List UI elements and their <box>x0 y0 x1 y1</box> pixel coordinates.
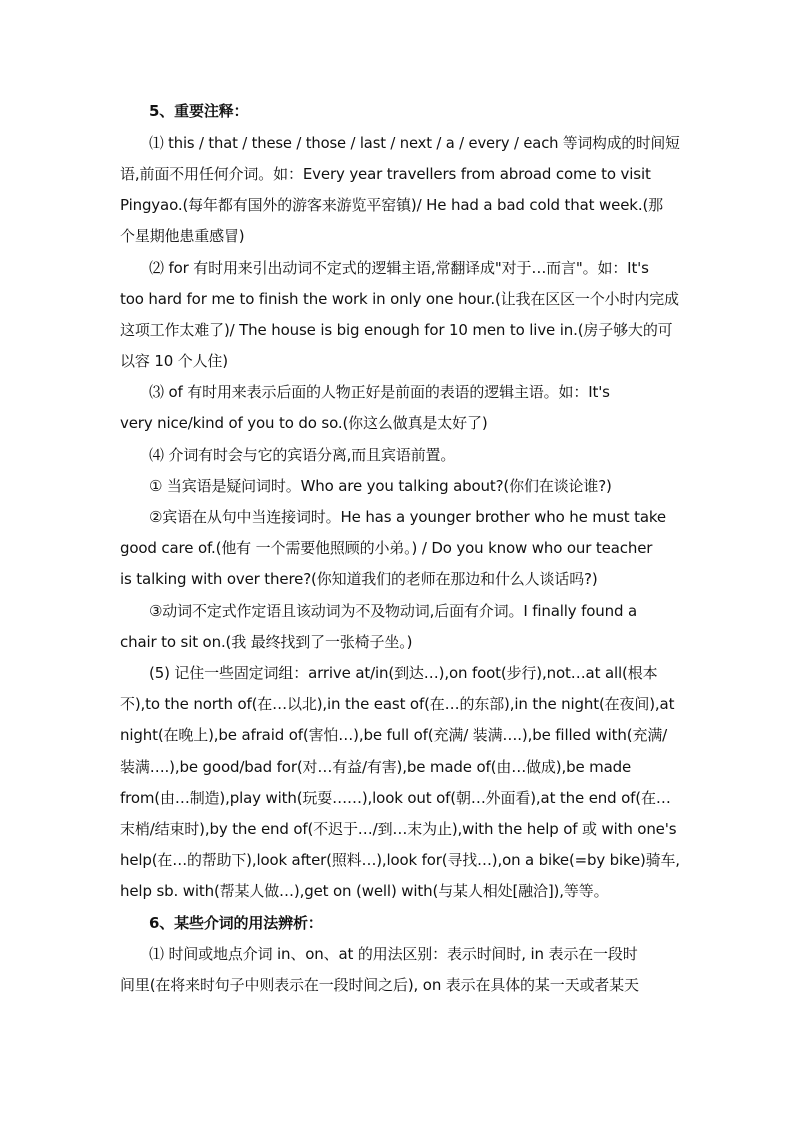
note-5-line-4: 装满….),be good/bad for(对…有益/有害),be made of(由…做成),be made <box>120 758 632 776</box>
note-5-line-8: help sb. with(帮某人做…),get on (well) with(与某人相处[融洽]),等等。 <box>120 882 609 900</box>
note-4-item-2-line-2: good care of.(他有 一个需要他照顾的小弟。) / Do you know who our teacher <box>120 539 653 557</box>
note-4-item-2-line-3: is talking with over there?(你知道我们的老师在那边和什么人谈话吗?) <box>120 570 598 588</box>
section-heading-5: 5、重要注释： <box>149 102 249 120</box>
note-2-line-2: too hard for me to finish the work in only one hour.(让我在区区一个小时内完成 <box>120 290 679 308</box>
note-5-line-5: from(由…制造),play with(玩耍……),look out of(朝…外面看),at the end of(在… <box>120 789 671 807</box>
note-1-line-4: 个星期他患重感冒) <box>120 227 245 245</box>
note-1-line-3: Pingyao.(每年都有国外的游客来游览平窑镇)/ He had a bad cold that week.(那 <box>120 196 664 214</box>
note-3-line-2: very nice/kind of you to do so.(你这么做真是太好了) <box>120 414 488 432</box>
note-1-line-1: ⑴ this / that / these / those / last / next / a / every / each 等词构成的时间短 <box>149 134 680 152</box>
note-2-line-1: ⑵ for 有时用来引出动词不定式的逻辑主语,常翻译成"对于…而言"。如：It's <box>149 259 649 277</box>
note-2-line-3: 这项工作太难了)/ The house is big enough for 10 men to live in.(房子够大的可 <box>120 321 673 339</box>
note-4-item-3-line-1: ③动词不定式作定语且该动词为不及物动词,后面有介词。I finally found a <box>149 602 638 620</box>
note-4-item-1-line-1: ① 当宾语是疑问词时。Who are you talking about?(你们在谈论谁?) <box>149 477 612 495</box>
note-1-line-2: 语,前面不用任何介词。如：Every year travellers from abroad come to visit <box>120 165 651 183</box>
note-5-line-1: (5) 记住一些固定词组：arrive at/in(到达…),on foot(步行),not…at all(根本 <box>149 664 658 682</box>
point-1-line-2: 间里(在将来时句子中则表示在一段时间之后), on 表示在具体的某一天或者某天 <box>120 976 639 994</box>
note-5-line-2: 不),to the north of(在…以北),in the east of(在…的东部),in the night(在夜间),at <box>120 695 675 713</box>
note-3-line-1: ⑶ of 有时用来表示后面的人物正好是前面的表语的逻辑主语。如：It's <box>149 383 610 401</box>
note-5-line-3: night(在晚上),be afraid of(害怕…),be full of(充满/ 装满….),be filled with(充满/ <box>120 726 668 744</box>
point-1-line-1: ⑴ 时间或地点介词 in、on、at 的用法区别：表示时间时, in 表示在一段时 <box>149 945 638 963</box>
note-5-line-6: 末梢/结束时),by the end of(不迟于…/到…末为止),with the help of 或 with one's <box>120 820 677 838</box>
note-2-line-4: 以容 10 个人住) <box>120 352 228 370</box>
note-4-item-3-line-2: chair to sit on.(我 最终找到了一张椅子坐。) <box>120 633 413 651</box>
note-4-line-1: ⑷ 介词有时会与它的宾语分离,而且宾语前置。 <box>149 446 456 464</box>
section-heading-6: 6、某些介词的用法辨析： <box>149 914 323 932</box>
note-5-line-7: help(在…的帮助下),look after(照料…),look for(寻找…),on a bike(=by bike)骑车, <box>120 851 680 869</box>
note-4-item-2-line-1: ②宾语在从句中当连接词时。He has a younger brother who he must take <box>149 508 666 526</box>
